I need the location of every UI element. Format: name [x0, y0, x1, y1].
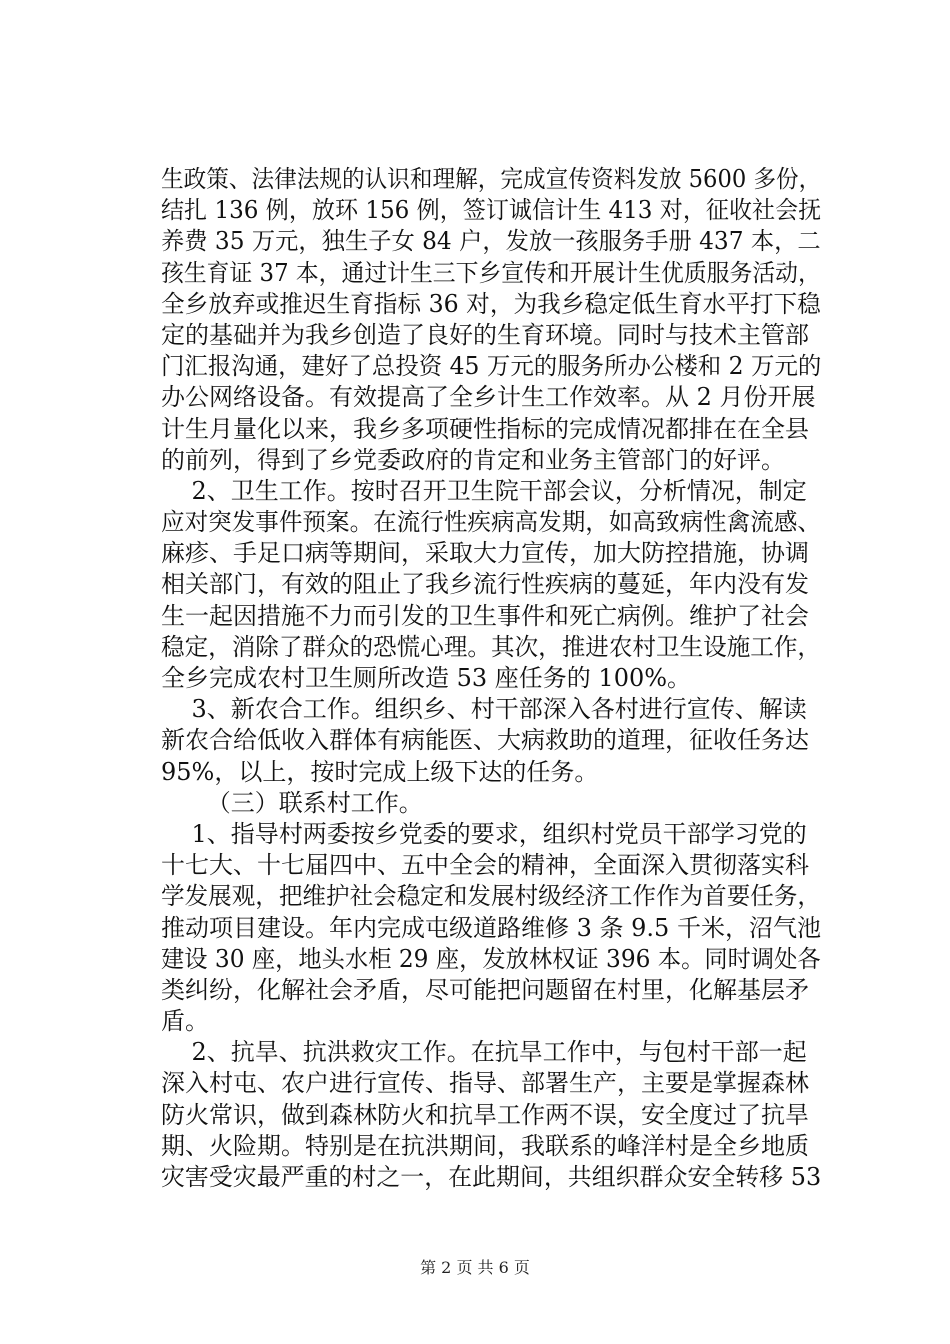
text-line: 应对突发事件预案。在流行性疾病高发期，如高致病性禽流感、: [161, 508, 821, 537]
text-line: 95%，以上，按时完成上级下达的任务。: [161, 757, 599, 786]
text-line: 1、指导村两委按乡党委的要求，组织村党员干部学习党的: [161, 819, 807, 848]
text-line: 孩生育证 37 本，通过计生三下乡宣传和开展计生优质服务活动，: [161, 258, 821, 287]
text-line: 新农合给低收入群体有病能医、大病救助的道理，征收任务达: [161, 726, 809, 755]
text-line: 生一起因措施不力而引发的卫生事件和死亡病例。维护了社会: [161, 601, 809, 630]
text-line: 全乡放弃或推迟生育指标 36 对，为我乡稳定低生育水平打下稳: [161, 289, 821, 318]
text-line: 计生月量化以来，我乡多项硬性指标的完成情况都排在在全县: [161, 414, 809, 443]
text-line: 灾害受灾最严重的村之一，在此期间，共组织群众安全转移 53: [161, 1163, 822, 1191]
text-line: 建设 30 座，地头水柜 29 座，发放林权证 396 本。同时调处各: [161, 944, 821, 973]
text-line: 3、新农合工作。组织乡、村干部深入各村进行宣传、解读: [161, 695, 807, 724]
text-line: 门汇报沟通，建好了总投资 45 万元的服务所办公楼和 2 万元的: [161, 352, 822, 381]
text-line: 生政策、法律法规的认识和理解，完成宣传资料发放 5600 多份，: [161, 165, 822, 193]
text-line: 学发展观，把维护社会稳定和发展村级经济工作作为首要任务，: [161, 882, 821, 911]
text-line: 养费 35 万元，独生子女 84 户，发放一孩服务手册 437 本，二: [161, 227, 821, 256]
text-line: 盾。: [161, 1007, 209, 1036]
text-line: 全乡完成农村卫生厕所改造 53 座任务的 100%。: [161, 664, 692, 692]
text-line: 类纠纷，化解社会矛盾，尽可能把问题留在村里，化解基层矛: [161, 975, 809, 1004]
page-footer: 第 2 页 共 6 页: [420, 1258, 530, 1277]
text-line: 稳定，消除了群众的恐慌心理。其次，推进农村卫生设施工作，: [161, 632, 821, 661]
text-line: 的前列，得到了乡党委政府的肯定和业务主管部门的好评。: [161, 445, 785, 474]
text-line: 结扎 136 例，放环 156 例，签订诚信计生 413 对，征收社会抚: [161, 196, 822, 225]
text-line: 期、火险期。特别是在抗洪期间，我联系的峰洋村是全乡地质: [161, 1131, 809, 1160]
text-line: 深入村屯、农户进行宣传、指导、部署生产，主要是掌握森林: [161, 1069, 809, 1098]
text-line: 防火常识，做到森林防火和抗旱工作两不误，安全度过了抗旱: [161, 1100, 809, 1129]
text-line: 2、抗旱、抗洪救灾工作。在抗旱工作中，与包村干部一起: [161, 1038, 807, 1067]
text-line: （三）联系村工作。: [161, 788, 423, 817]
text-line: 相关部门，有效的阻止了我乡流行性疾病的蔓延，年内没有发: [161, 570, 809, 599]
text-line: 定的基础并为我乡创造了良好的生育环境。同时与技术主管部: [161, 320, 809, 349]
text-line: 2、卫生工作。按时召开卫生院干部会议，分析情况，制定: [161, 476, 807, 505]
text-line: 十七大、十七届四中、五中全会的精神，全面深入贯彻落实科: [161, 851, 809, 880]
body-text: [161, 164, 821, 1193]
text-line: 麻疹、手足口病等期间，采取大力宣传，加大防控措施，协调: [161, 539, 809, 568]
text-line: 办公网络设备。有效提高了全乡计生工作效率。从 2 月份开展: [161, 383, 816, 412]
text-line: 推动项目建设。年内完成屯级道路维修 3 条 9.5 千米，沼气池: [161, 913, 821, 942]
